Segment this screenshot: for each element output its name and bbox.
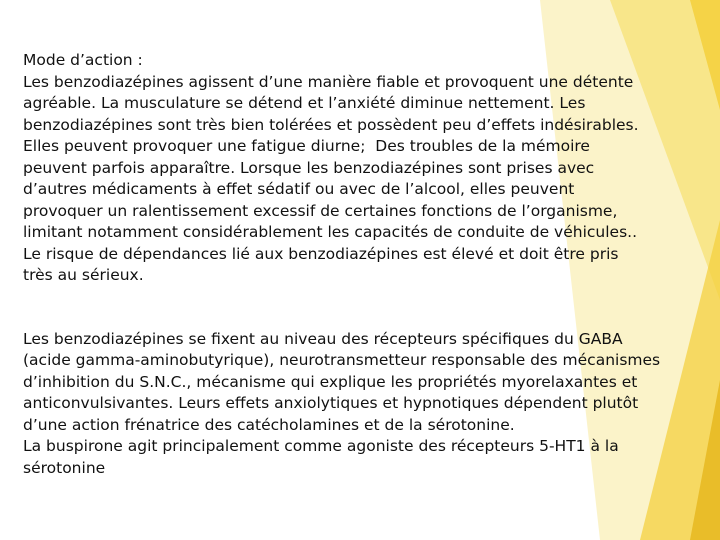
- text-line: d’inhibition du S.N.C., mécanisme qui explique les propriétés myorelaxantes et: [23, 372, 638, 391]
- text-line: Elles peuvent provoquer une fatigue diurne; Des troubles de la mémoire: [23, 137, 590, 155]
- text-line: sérotonine: [23, 458, 106, 477]
- paragraph-gaba: [23, 329, 703, 480]
- text-line: Les benzodiazépines se fixent au niveau des récepteurs spécifiques du GABA: [23, 329, 623, 348]
- text-line: agréable. La musculature se détend et l’anxiété diminue nettement. Les: [23, 94, 586, 112]
- text-line: La buspirone agit principalement comme agoniste des récepteurs 5-HT1 à la: [23, 437, 619, 455]
- text-line: Mode d’action :: [23, 51, 143, 69]
- text-line: Les benzodiazépines agissent d’une manière fiable et provoquent une détente: [23, 72, 634, 91]
- text-line: benzodiazépines sont très bien tolérées et possèdent peu d’effets indésirables.: [23, 115, 639, 134]
- paragraph-mode-action: [23, 50, 703, 287]
- paragraph-spacer: [23, 287, 703, 329]
- text-line: Le risque de dépendances lié aux benzodiazépines est élevé et doit être pris: [23, 244, 619, 263]
- text-line: anticonvulsivantes. Leurs effets anxiolytiques et hypnotiques dépendent plutôt: [23, 394, 639, 412]
- text-line: très au sérieux.: [23, 266, 144, 284]
- text-line: limitant notamment considérablement les capacités de conduite de véhicules..: [23, 223, 638, 241]
- text-line: provoquer un ralentissement excessif de certaines fonctions de l’organisme,: [23, 201, 618, 220]
- text-line: (acide gamma-aminobutyrique), neurotransmetteur responsable des mécanismes: [23, 351, 661, 369]
- slide-text: [23, 50, 703, 479]
- text-line: d’autres médicaments à effet sédatif ou avec de l’alcool, elles peuvent: [23, 180, 575, 198]
- text-line: d’une action frénatrice des catécholamines et de la sérotonine.: [23, 415, 515, 434]
- text-line: peuvent parfois apparaître. Lorsque les benzodiazépines sont prises avec: [23, 158, 595, 177]
